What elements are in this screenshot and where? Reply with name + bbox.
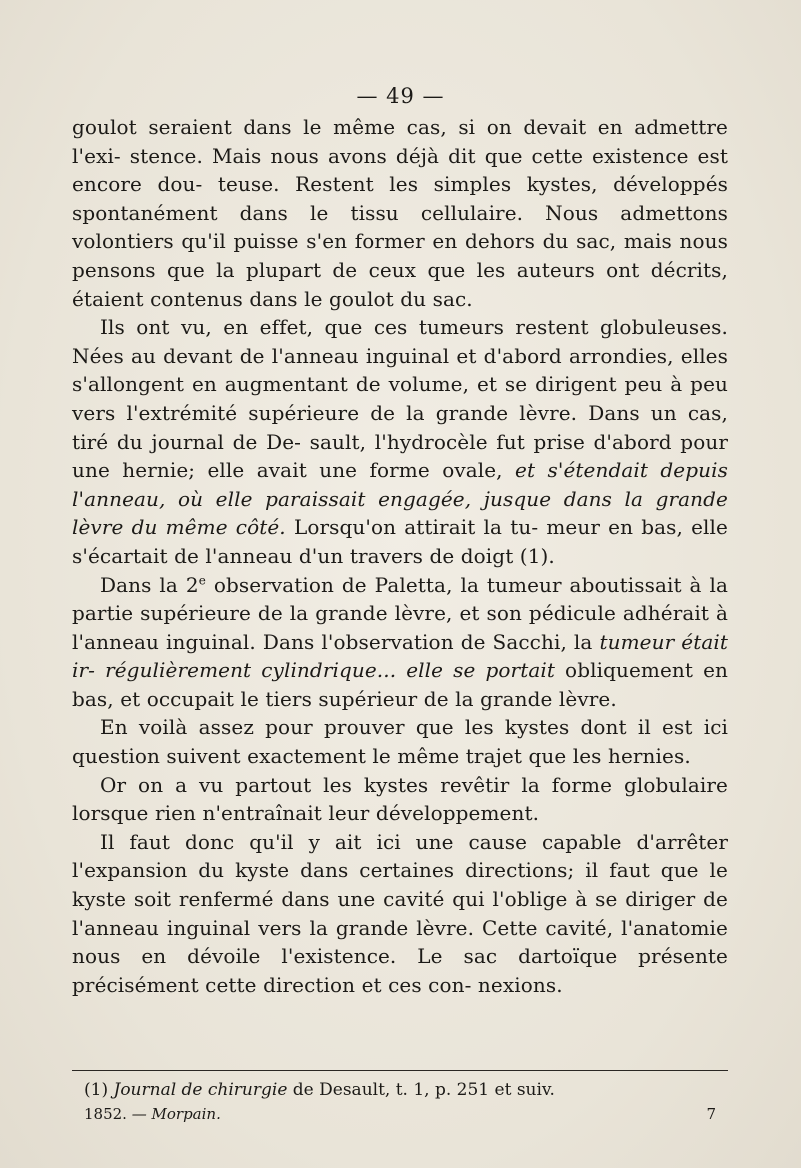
paragraph-2-text-a: Ils ont vu, en effet, que ces tumeurs restent globuleuses. Nées au devant de l'anneau inguinal et d'abord arrondies, elles s'allongent en augmentant de volume, et se dirigent peu à peu vers l'extrémité supérieure de la grande lèvre. Dans un cas, tiré du journal de De- sault, l'hydrocèle fut prise d'abord pour une hernie; elle avait une forme ovale, xyxy=(72,315,728,483)
imprint-year: 1852. xyxy=(84,1105,127,1123)
footnote-divider xyxy=(72,1070,728,1071)
printer-imprint xyxy=(84,1102,221,1126)
footnote-line xyxy=(72,1078,728,1102)
paragraph-3-italic: tumeur était ir- régulièrement cylindrique... elle se portait xyxy=(72,629,728,683)
paragraph-3-text-c: obliquement en bas, et occupait le tiers supérieur de la grande lèvre. xyxy=(72,658,728,711)
footnote-journal: Journal de chirurgie xyxy=(113,1080,288,1100)
page-number: — 49 — xyxy=(356,84,445,108)
paragraph-3-text-b: observation de Paletta, la tumeur aboutissait à la partie supérieure de la grande lèvre, et son pédicule adhérait à l'anneau inguinal. Dans l'observation de Sacchi, la xyxy=(72,572,729,654)
paragraph-2 xyxy=(72,313,728,570)
paragraph-3-text-a: Dans la 2 xyxy=(100,572,199,597)
signature-mark: 7 xyxy=(706,1105,716,1123)
imprint-author: — Morpain. xyxy=(131,1105,221,1123)
paragraph-6: Il faut donc qu'il y ait ici une cause capable d'arrêter l'expansion du kyste dans certaines directions; il faut que le kyste soit renfermé dans une cavité qui l'oblige à se diriger de l'anneau inguinal vers la grande lèvre. Cette cavité, l'anatomie nous en dévoile l'existence. Le sac dartoïque présente précisément cette direction et ces con- nexions. xyxy=(72,829,728,997)
printer-line xyxy=(72,1102,728,1126)
footnote xyxy=(72,1078,728,1126)
footnote-reference: de Desault, t. 1, p. 251 et suiv. xyxy=(292,1080,555,1100)
paragraph-3-superscript: e xyxy=(198,572,206,587)
body-text xyxy=(72,113,728,999)
paragraph-5: Or on a vu partout les kystes revêtir la forme globulaire lorsque rien n'entraînait leur développement. xyxy=(72,772,728,826)
paragraph-3 xyxy=(72,571,728,714)
paragraph-2-text-b: Lorsqu'on attirait la tu- meur en bas, elle s'écartait de l'anneau d'un travers de doigt (1). xyxy=(72,515,728,568)
footnote-marker: (1) xyxy=(84,1080,109,1100)
paragraph-2-italic: et s'étendait depuis l'anneau, où elle paraissait engagée, jusque dans la grande lèvre du même côté. xyxy=(72,458,728,540)
paragraph-4: En voilà assez pour prouver que les kystes dont il est ici question suivent exactement le même trajet que les hernies. xyxy=(72,715,728,769)
paragraph-1: goulot seraient dans le même cas, si on devait en admettre l'exi- stence. Mais nous avons déjà dit que cette existence est encore dou- teuse. Restent les simples kystes, développés spontanément dans le tissu cellulaire. Nous admettons volontiers qu'il puisse s'en former en dehors du sac, mais nous pensons que la plupart de ceux que les auteurs ont décrits, étaient contenus dans le goulot du sac. xyxy=(72,115,728,311)
